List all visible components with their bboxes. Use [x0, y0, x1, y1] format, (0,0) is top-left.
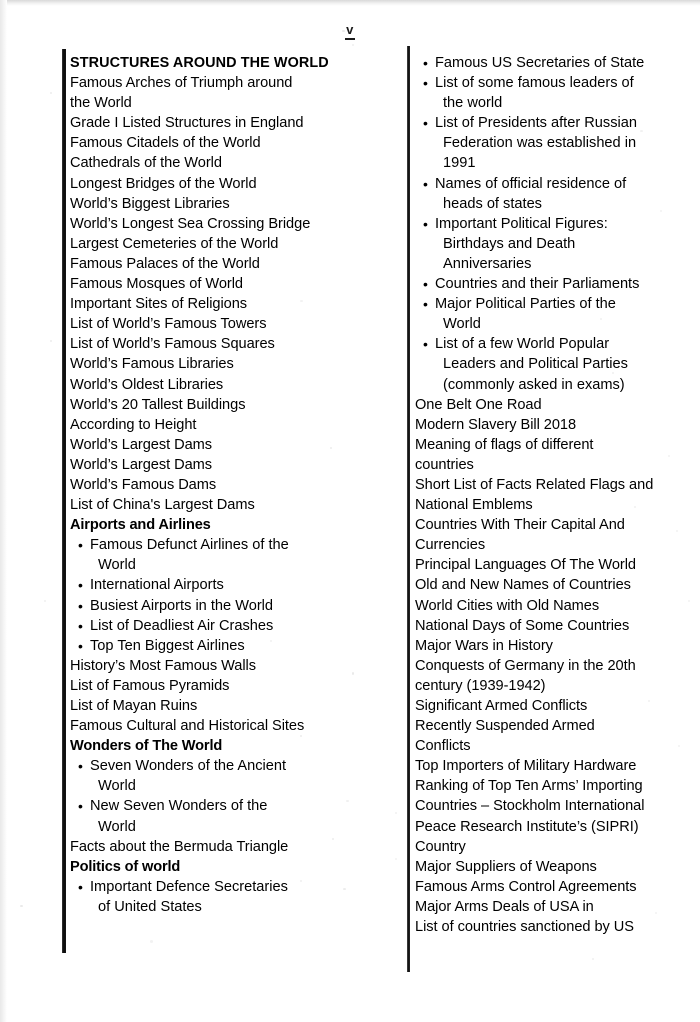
bullet-point-icon: • [78, 798, 83, 815]
index-entry: Short List of Facts Related Flags and [415, 476, 654, 493]
entry-wrapped-line: Conflicts [415, 738, 471, 755]
section-subheading: Airports and Airlines [70, 517, 211, 534]
index-entry: World’s Biggest Libraries [70, 195, 230, 212]
index-entry: World’s Oldest Libraries [70, 376, 224, 393]
page-marker [0, 22, 700, 37]
entry-wrapped-line: National Emblems [415, 497, 533, 514]
index-entry: World’s Largest Dams [70, 456, 213, 473]
scan-speckle [150, 940, 153, 943]
bullet-point-icon: • [423, 296, 428, 313]
bullet-item-label: List of some famous leaders of [435, 75, 634, 92]
index-entry: Famous Mosques of World [70, 276, 243, 293]
index-entry: List of Famous Pyramids [70, 677, 230, 694]
bullet-item-label: International Airports [90, 577, 224, 594]
index-entry: Famous Arms Control Agreements [415, 878, 637, 895]
index-entry: Famous Cultural and Historical Sites [70, 718, 305, 735]
bullet-item-label: Countries and their Parliaments [435, 276, 640, 293]
section-subheading: Politics of world [70, 858, 181, 875]
index-entry: Major Suppliers of Weapons [415, 858, 597, 875]
bullet-point-icon: • [423, 115, 428, 132]
bullet-list-item [415, 294, 685, 314]
index-entry: Famous Arches of Triumph around [70, 75, 293, 92]
bullet-item-label: Seven Wonders of the Ancient [90, 758, 287, 775]
index-entry: Largest Cemeteries of the World [70, 235, 279, 252]
scan-speckle [352, 44, 354, 46]
index-entry: World Cities with Old Names [415, 597, 600, 614]
index-entry: Important Sites of Religions [70, 296, 248, 313]
bullet-item-wrapped-line: Leaders and Political Parties [443, 356, 628, 373]
index-entry: National Days of Some Countries [415, 617, 630, 634]
index-entry: Famous Citadels of the World [70, 135, 261, 152]
index-entry: One Belt One Road [415, 396, 542, 413]
bullet-item-wrapped-line: World [98, 778, 136, 795]
entry-wrapped-line: Countries – Stockholm International [415, 798, 645, 815]
bullet-item-label: Important Defence Secretaries [90, 878, 288, 895]
bullet-list-item [70, 636, 390, 656]
bullet-list-item [70, 535, 390, 555]
entry-wrapped-line: countries [415, 456, 474, 473]
index-entry: World’s Longest Sea Crossing Bridge [70, 215, 311, 232]
bullet-item-label: Famous US Secretaries of State [435, 55, 645, 71]
bullet-item-wrapped-line: World [443, 316, 481, 333]
index-entry: Principal Languages Of The World [415, 557, 636, 574]
bullet-item-label: Famous Defunct Airlines of the [90, 537, 289, 554]
bullet-list-item [415, 53, 685, 73]
bullet-item-label: Important Political Figures: [435, 215, 608, 232]
index-entry: Longest Bridges of the World [70, 175, 257, 192]
scan-edge-band-left [0, 0, 7, 1022]
bullet-list-item [70, 596, 390, 616]
index-entry: Recently Suspended Armed [415, 718, 595, 735]
index-entry: Facts about the Bermuda Triangle [70, 838, 289, 855]
entry-wrapped-line: century (1939-1942) [415, 677, 546, 694]
bullet-item-wrapped-line: 1991 [443, 155, 476, 172]
bullet-list-item [415, 113, 685, 133]
index-entry: List of World’s Famous Squares [70, 336, 275, 353]
bullet-item-wrapped-line: Anniversaries [443, 255, 532, 272]
index-entry: World’s 20 Tallest Buildings [70, 396, 246, 413]
bullet-item-wrapped-line: of United States [98, 898, 202, 915]
bullet-list-item [70, 756, 390, 776]
bullet-list-item [415, 214, 685, 234]
bullet-list-item [415, 73, 685, 93]
bullet-item-label: List of Deadliest Air Crashes [90, 617, 274, 634]
bullet-list-item [70, 575, 390, 595]
bullet-item-wrapped-line: (commonly asked in exams) [443, 376, 625, 393]
entry-wrapped-line: Peace Research Institute’s (SIPRI) [415, 818, 639, 835]
bullet-point-icon: • [423, 276, 428, 293]
bullet-point-icon: • [78, 617, 83, 634]
index-entry: Conquests of Germany in the 20th [415, 657, 636, 674]
entry-wrapped-line: the World [70, 95, 132, 112]
bullet-point-icon: • [423, 55, 428, 71]
left-column [70, 53, 390, 917]
bullet-list-item [70, 877, 390, 897]
index-entry: Countries With Their Capital And [415, 517, 625, 534]
scan-speckle [688, 600, 690, 602]
index-entry: Meaning of flags of different [415, 436, 594, 453]
scan-edge-band-top [0, 0, 700, 6]
bullet-point-icon: • [78, 537, 83, 554]
index-entry: Major Wars in History [415, 637, 553, 654]
scan-speckle [395, 858, 397, 860]
bullet-point-icon: • [423, 75, 428, 92]
index-entry: Modern Slavery Bill 2018 [415, 416, 577, 433]
bullet-item-wrapped-line: heads of states [443, 195, 542, 212]
index-entry: History’s Most Famous Walls [70, 657, 256, 674]
entry-wrapped-line: Country [415, 838, 466, 855]
index-entry: World’s Famous Dams [70, 476, 217, 493]
bullet-item-wrapped-line: World [98, 818, 136, 835]
bullet-item-label: Busiest Airports in the World [90, 597, 274, 614]
bullet-list-item [415, 334, 685, 354]
scan-speckle [395, 812, 397, 814]
bullet-point-icon: • [423, 215, 428, 232]
left-column-vertical-rule [62, 49, 66, 953]
bullet-item-wrapped-line: Birthdays and Death [443, 235, 576, 252]
bullet-item-label: List of a few World Popular [435, 336, 610, 353]
scan-speckle [592, 958, 594, 960]
bullet-item-label: Major Political Parties of the [435, 296, 616, 313]
index-entry: List of China's Largest Dams [70, 497, 255, 514]
scan-speckle [44, 600, 46, 602]
index-entry: Famous Palaces of the World [70, 255, 260, 272]
scan-speckle [50, 340, 52, 342]
bullet-item-label: Names of official residence of [435, 175, 627, 192]
page-marker-label: v [345, 22, 355, 40]
bullet-list-item [70, 796, 390, 816]
index-entry: List of Mayan Ruins [70, 698, 198, 714]
bullet-point-icon: • [78, 597, 83, 614]
index-entry: World’s Largest Dams [70, 436, 213, 453]
right-column [415, 53, 685, 937]
index-entry: Ranking of Top Ten Arms’ Importing [415, 778, 643, 795]
column-divider-vertical-rule [407, 46, 410, 972]
bullet-list-item [415, 174, 685, 194]
bullet-point-icon: • [423, 175, 428, 192]
bullet-point-icon: • [78, 878, 83, 895]
bullet-point-icon: • [423, 336, 428, 353]
bullet-list-item [70, 616, 390, 636]
section-subheading: Wonders of The World [70, 738, 223, 755]
index-entry: World’s Famous Libraries [70, 356, 234, 373]
index-entry: Major Arms Deals of USA in [415, 898, 594, 915]
bullet-point-icon: • [78, 637, 83, 654]
bullet-item-label: List of Presidents after Russian [435, 115, 637, 132]
index-entry: Significant Armed Conflicts [415, 698, 588, 714]
bullet-point-icon: • [78, 758, 83, 775]
bullet-point-icon: • [78, 577, 83, 594]
bullet-item-wrapped-line: the world [443, 95, 503, 112]
bullet-list-item [415, 274, 685, 294]
scan-speckle [20, 905, 23, 907]
index-entry: Old and New Names of Countries [415, 577, 631, 594]
entry-wrapped-line: According to Height [70, 416, 197, 433]
section-heading: STRUCTURES AROUND THE WORLD [70, 55, 329, 71]
index-entry: Cathedrals of the World [70, 155, 222, 172]
bullet-item-label: New Seven Wonders of the [90, 798, 268, 815]
bullet-item-wrapped-line: Federation was established in [443, 135, 637, 152]
bullet-item-wrapped-line: World [98, 557, 136, 574]
scan-speckle [50, 92, 52, 94]
index-entry: Top Importers of Military Hardware [415, 758, 637, 775]
entry-wrapped-line: Currencies [415, 537, 486, 554]
index-entry: List of countries sanctioned by US [415, 919, 634, 936]
bullet-item-label: Top Ten Biggest Airlines [90, 637, 245, 654]
index-entry: Grade I Listed Structures in England [70, 115, 304, 132]
index-entry: List of World’s Famous Towers [70, 316, 267, 333]
